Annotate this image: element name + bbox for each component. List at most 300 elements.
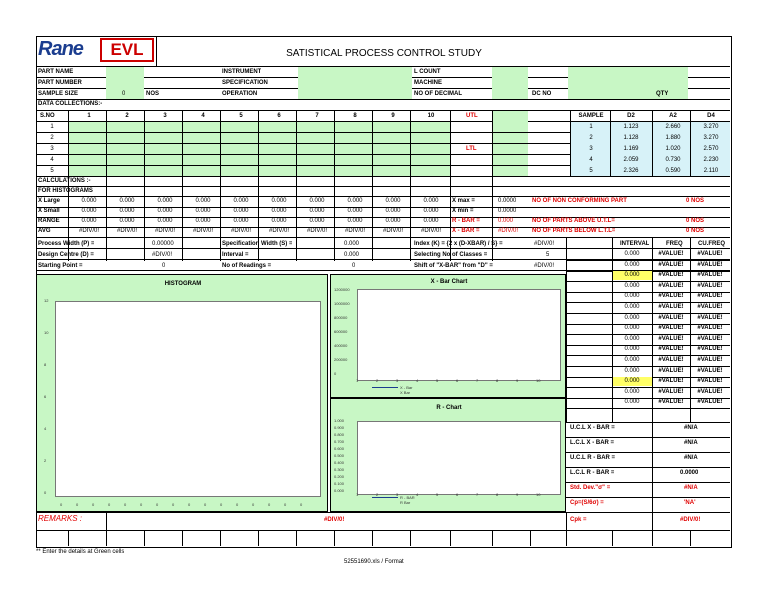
histogram-x-tick: 0 [268, 502, 271, 507]
index-value: #DIV/0! [534, 241, 555, 247]
freq-interval: 0.000 [624, 399, 640, 406]
calc-row-line [36, 237, 730, 238]
calc-value: 0.000 [423, 208, 439, 214]
cpk-value: #DIV/0! [680, 517, 701, 523]
bottom-col-line [612, 530, 613, 546]
calc-part-label: NO OF PARTS BELOW L.T.L= [532, 228, 616, 234]
calc-part-value: 0 NOS [686, 218, 705, 224]
ltl-label: LTL [466, 146, 477, 152]
histogram-x-tick: 0 [156, 502, 159, 507]
freq-interval: 0.000 [624, 357, 640, 363]
bottom-col-line [106, 530, 107, 546]
cu-freq-value: #VALUE! [697, 388, 723, 395]
starting-label: Starting Point = [38, 263, 83, 269]
bottom-col-line [296, 530, 297, 546]
row-line [36, 165, 570, 166]
histogram-y-tick: 2 [44, 458, 47, 463]
r-legend: R Bar [400, 500, 411, 505]
data-row-number: 1 [50, 124, 54, 130]
xbar-x-tick: 5 [436, 378, 439, 383]
calc-value: 0.000 [81, 218, 97, 224]
sample-table-cell: 1.123 [623, 124, 639, 130]
lcl-x-value: #N/A [684, 440, 698, 446]
freq-col-line [612, 237, 613, 422]
r-x-tick: 3 [396, 492, 399, 497]
part-number-label: PART NUMBER [38, 80, 82, 86]
calc-right-value: #DIV/0! [498, 228, 519, 234]
r-y-tick: 0.500 [334, 453, 345, 458]
r-x-tick: 2 [376, 492, 379, 497]
shift-value: #DIV/0! [534, 263, 555, 269]
r-x-tick: 8 [496, 492, 499, 497]
sample-table-header: D2 [627, 113, 635, 119]
histogram-y-tick: 6 [44, 394, 47, 399]
xbar-x-tick: 8 [496, 378, 499, 383]
r-y-tick: 1.000 [334, 418, 345, 423]
calc-value: #DIV/0! [306, 228, 327, 234]
sample-table-header: A2 [669, 113, 677, 119]
freq-value: #VALUE! [658, 293, 684, 300]
calc-right-value: 0.000 [498, 218, 514, 224]
xbar-x-tick: 9 [516, 378, 519, 383]
r-y-tick: 0.000 [334, 488, 345, 493]
data-col-header: 6 [277, 113, 281, 119]
calc-value: 0.000 [385, 198, 401, 204]
calc-value: #DIV/0! [268, 228, 289, 234]
calc-value: #DIV/0! [344, 228, 365, 234]
xbar-x-tick: 3 [396, 378, 399, 383]
row-line [36, 154, 570, 155]
freq-interval: 0.000 [624, 282, 640, 289]
r-x-tick: 1 [356, 492, 359, 497]
data-row-number: 2 [50, 135, 54, 141]
design-centre-value: #DIV/0! [152, 252, 173, 258]
data-collections-label: DATA COLLECTIONS:- [38, 101, 103, 107]
freq-interval: 0.000 [624, 325, 640, 332]
index-label: Index (K) = {2 x (D-XBAR) / S} = [414, 241, 503, 247]
remarks-divider [106, 512, 107, 530]
freq-value: #VALUE! [658, 304, 684, 310]
sample-table-cell: 2.059 [623, 157, 639, 163]
freq-col-line [566, 237, 567, 422]
calc-part-label: NO OF PARTS ABOVE U.T.L= [532, 218, 615, 224]
sample-table-cell: 1.020 [665, 146, 681, 152]
r-y-tick: 0.800 [334, 432, 345, 437]
calc-part-value: 0 NOS [686, 198, 705, 204]
calc-value: 0.000 [309, 218, 325, 224]
limits-divider [652, 422, 653, 512]
xbar-y-tick: 400000 [334, 343, 348, 348]
calc-value: 0.000 [385, 208, 401, 214]
calc-value: 0.000 [157, 198, 173, 204]
histogram-x-tick: 0 [172, 502, 175, 507]
std-dev-value: #N/A [684, 485, 698, 491]
cu-freq-value: #VALUE! [697, 272, 723, 279]
cu-freq-value: #VALUE! [697, 378, 723, 385]
calc-value: 0.000 [271, 198, 287, 204]
sample-table-cell: 2.230 [703, 157, 719, 163]
freq-value: #VALUE! [658, 335, 684, 342]
std-dev-label: Std. Dev."σ" = [570, 485, 611, 491]
freq-interval: 0.000 [612, 377, 652, 386]
histogram-x-tick: 0 [204, 502, 207, 507]
freq-value: #VALUE! [658, 251, 684, 257]
xbar-y-tick: 0 [334, 371, 337, 376]
freq-value: #VALUE! [658, 314, 684, 321]
histogram-title: HISTOGRAM [164, 281, 202, 287]
interval-value: 0.000 [344, 252, 360, 258]
calc-value: 0.000 [233, 218, 249, 224]
cpk-divider [652, 512, 653, 530]
freq-value: #VALUE! [658, 367, 684, 374]
calc-row-label: X Large [38, 198, 61, 204]
cp-label: Cp=(S/6σ) = [570, 500, 604, 506]
bottom-col-line [68, 530, 69, 546]
sample-table-cell: 1.128 [623, 135, 639, 141]
bottom-col-line [372, 530, 373, 546]
design-centre-label: Design Centre (D) = [38, 252, 94, 258]
r-y-tick: 0.700 [334, 439, 345, 444]
bottom-col-line [258, 530, 259, 546]
bottom-col-line [690, 530, 691, 546]
r-y-tick: 0.200 [334, 474, 345, 479]
calc-value: 0.000 [119, 198, 135, 204]
page-title: SATISTICAL PROCESS CONTROL STUDY [286, 48, 482, 59]
part-name-label: PART NAME [38, 69, 74, 75]
calc-value: 0.000 [157, 218, 173, 224]
r-title: R - Chart [436, 405, 462, 411]
calc-row-label: AVG [38, 228, 51, 234]
specification-label: SPECIFICATION [222, 80, 268, 86]
sample-table-cell: 3.270 [703, 124, 719, 130]
calc-right-label: R - BAR = [452, 218, 480, 224]
instrument-label: INSTRUMENT [222, 69, 262, 75]
freq-col-line [690, 237, 691, 422]
ucl-r-label: U.C.L R - BAR = [570, 455, 616, 461]
data-row-number: 3 [50, 146, 54, 152]
sample-size-label: SAMPLE SIZE [38, 91, 79, 97]
histogram-y-tick: 0 [44, 490, 47, 495]
data-col-header: 9 [391, 113, 395, 119]
calc-value: 0.000 [423, 198, 439, 204]
freq-value: #VALUE! [658, 378, 684, 385]
calc-part-label: NO OF NON CONFORMING PART [532, 198, 627, 204]
sample-col-line [690, 111, 691, 176]
calc-right-label: X min = [452, 208, 474, 214]
freq-interval: 0.000 [624, 304, 640, 310]
bottom-col-line [334, 530, 335, 546]
cu-freq-header: CU.FREQ [698, 241, 725, 247]
xbar-y-tick: 200000 [334, 357, 348, 362]
sample-table-cell: 1.880 [665, 135, 681, 141]
bottom-col-line [450, 530, 451, 546]
histogram-x-tick: 0 [284, 502, 287, 507]
sample-table-header: D4 [707, 113, 715, 119]
r-y-tick: 0.300 [334, 467, 345, 472]
data-col-header: 1 [87, 113, 91, 119]
spec-width-label: Specification Width (S) = [222, 241, 293, 247]
histogram-x-tick: 0 [300, 502, 303, 507]
interval-label: Interval = [222, 252, 249, 258]
bottom-col-line [182, 530, 183, 546]
cu-freq-value: #VALUE! [697, 367, 723, 374]
freq-interval: 0.000 [612, 271, 652, 280]
cp-value: 'NA' [684, 500, 696, 506]
xbar-y-tick: 1200000 [334, 287, 350, 292]
r-y-tick: 0.400 [334, 460, 345, 465]
xbar-legend: X Bar [400, 390, 411, 395]
shift-label: Shift of "X-BAR" from "D" = [414, 263, 493, 269]
xbar-line [372, 387, 398, 388]
sno-header: S.NO [40, 113, 55, 119]
r-legend: R - BAR [400, 495, 415, 500]
histogram-x-tick: 0 [92, 502, 95, 507]
cu-freq-value: #VALUE! [697, 357, 723, 363]
histogram-y-tick: 12 [44, 298, 49, 303]
sample-table-cell: 1 [589, 124, 593, 130]
calc-value: 0.000 [271, 208, 287, 214]
calc-value: #DIV/0! [78, 228, 99, 234]
xbar-x-tick: 10 [536, 378, 541, 383]
histogram-y-tick: 10 [44, 330, 49, 335]
xbar-y-tick: 1000000 [334, 301, 350, 306]
histogram-x-tick: 0 [60, 502, 63, 507]
sample-table-cell: 1.169 [623, 146, 639, 152]
calc-value: #DIV/0! [116, 228, 137, 234]
dc-no-label: DC NO [532, 91, 552, 97]
data-col-header: 2 [125, 113, 129, 119]
r-y-tick: 0.100 [334, 481, 345, 486]
row-line [36, 132, 570, 133]
sample-table-cell: 2.110 [703, 168, 719, 174]
cu-freq-value: #VALUE! [697, 293, 723, 300]
utl-label: UTL [466, 113, 478, 119]
sample-col-line [610, 111, 611, 176]
calc-value: 0.000 [195, 218, 211, 224]
cu-freq-value: #VALUE! [697, 346, 723, 353]
histogram-x-tick: 0 [108, 502, 111, 507]
freq-value: #VALUE! [658, 357, 684, 363]
calc-part-value: 0 NOS [686, 228, 705, 234]
xbar-legend: X - Bar [400, 385, 413, 390]
calc-right-label: X max = [452, 198, 475, 204]
for-histograms-label: FOR HISTOGRAMS [38, 188, 93, 194]
cu-freq-value: #VALUE! [697, 399, 723, 406]
calc-value: #DIV/0! [230, 228, 251, 234]
freq-value: #VALUE! [658, 399, 684, 406]
xbar-x-tick: 4 [416, 378, 419, 383]
sample-table-cell: 2 [589, 135, 593, 141]
freq-interval: 0.000 [624, 367, 640, 374]
freq-value: #VALUE! [658, 388, 684, 395]
cu-freq-value: #VALUE! [697, 304, 723, 310]
r-x-tick: 10 [536, 492, 541, 497]
calc-value: 0.000 [271, 218, 287, 224]
remarks-label: REMARKS : [38, 514, 83, 523]
cu-freq-value: #VALUE! [697, 261, 723, 268]
data-col-header: 10 [427, 113, 435, 119]
ucl-x-value: #N/A [684, 425, 698, 431]
sample-table-cell: 2.660 [665, 124, 681, 130]
freq-value: #VALUE! [658, 282, 684, 289]
decimal-label: NO OF DECIMAL [414, 91, 462, 97]
calc-value: 0.000 [423, 218, 439, 224]
bottom-col-line [530, 530, 531, 546]
data-col-header: 8 [353, 113, 357, 119]
l-count-label: L COUNT [414, 69, 441, 75]
freq-value: #VALUE! [658, 261, 684, 268]
sample-table-cell: 4 [589, 157, 593, 163]
spec-width-value: 0.000 [344, 241, 360, 247]
calc-right-value: 0.0000 [498, 208, 517, 214]
interval-header: INTERVAL [620, 241, 650, 247]
process-width-value: 0.00000 [152, 241, 174, 247]
freq-interval: 0.000 [624, 346, 640, 353]
starting-value: 0 [162, 263, 166, 269]
calc-value: 0.000 [195, 198, 211, 204]
r-x-tick: 9 [516, 492, 519, 497]
remarks-value: #DIV/0! [324, 517, 345, 523]
calc-row-label: X Small [38, 208, 60, 214]
r-x-tick: 7 [476, 492, 479, 497]
histogram-x-tick: 0 [140, 502, 143, 507]
bottom-col-line [492, 530, 493, 546]
sample-table-header: SAMPLE [578, 113, 604, 119]
calc-value: 0.000 [233, 208, 249, 214]
data-col-header: 5 [239, 113, 243, 119]
r-y-tick: 0.900 [334, 425, 345, 430]
xbar-x-tick: 6 [456, 378, 459, 383]
freq-interval: 0.000 [624, 261, 640, 268]
classes-label: Selecting No of Classes = [414, 252, 488, 258]
sample-table-cell: 3 [589, 146, 593, 152]
calc-right-value: 0.0000 [498, 198, 517, 204]
histogram-x-tick: 0 [76, 502, 79, 507]
row-line [36, 143, 570, 144]
calc-value: 0.000 [119, 218, 135, 224]
freq-col-line [652, 237, 653, 422]
lcl-r-value: 0.0000 [680, 470, 699, 476]
cu-freq-value: #VALUE! [697, 335, 723, 342]
evl-logo: EVL [100, 38, 154, 62]
footer-note: ** Enter the details at Green cells [36, 549, 125, 555]
footer-file: 52551690.xls / Format [344, 559, 404, 565]
cu-freq-value: #VALUE! [697, 282, 723, 289]
sample-table-cell: 0.730 [665, 157, 681, 163]
cu-freq-value: #VALUE! [697, 325, 723, 332]
calc-value: 0.000 [81, 198, 97, 204]
qty-label: QTY [656, 91, 669, 97]
calc-value: 0.000 [81, 208, 97, 214]
freq-header: FREQ [666, 241, 683, 247]
process-width-label: Process Width (P) = [38, 241, 95, 247]
data-col-header: 4 [201, 113, 205, 119]
calc-value: 0.000 [119, 208, 135, 214]
xbar-y-tick: 600000 [334, 329, 348, 334]
calc-value: 0.000 [309, 208, 325, 214]
machine-label: MACHINE [414, 80, 442, 86]
sample-table-cell: 3.270 [703, 135, 719, 141]
data-row-number: 4 [50, 157, 54, 163]
readings-value: 0 [352, 263, 356, 269]
xbar-x-tick: 7 [476, 378, 479, 383]
calc-value: 0.000 [385, 218, 401, 224]
r-y-tick: 0.600 [334, 446, 345, 451]
calc-value: #DIV/0! [154, 228, 175, 234]
histogram-x-tick: 0 [220, 502, 223, 507]
cu-freq-value: #VALUE! [697, 314, 723, 321]
calc-value: 0.000 [233, 198, 249, 204]
readings-label: No of Readings = [222, 263, 272, 269]
calculations-label: CALCULATIONS :- [38, 178, 91, 184]
cu-freq-value: #VALUE! [697, 251, 723, 257]
calc-value: 0.000 [195, 208, 211, 214]
freq-interval: 0.000 [624, 335, 640, 342]
cpk-label: Cpk = [570, 517, 587, 523]
histogram-x-tick: 0 [124, 502, 127, 507]
sample-table-cell: 0.590 [665, 168, 681, 174]
histogram-x-tick: 0 [188, 502, 191, 507]
sample-col-line [570, 111, 571, 176]
sample-table-cell: 2.570 [703, 146, 719, 152]
data-col-header: 3 [163, 113, 167, 119]
freq-interval: 0.000 [624, 314, 640, 321]
histogram-y-tick: 4 [44, 426, 47, 431]
freq-interval: 0.000 [624, 251, 640, 257]
r-x-tick: 5 [436, 492, 439, 497]
ucl-x-label: U.C.L X - BAR = [570, 425, 615, 431]
sample-table-cell: 2.326 [623, 168, 639, 174]
lcl-x-label: L.C.L X - BAR = [570, 440, 615, 446]
xbar-chart [330, 274, 566, 398]
xbar-x-tick: 1 [356, 378, 359, 383]
calc-value: #DIV/0! [192, 228, 213, 234]
xbar-x-tick: 2 [376, 378, 379, 383]
freq-line [566, 408, 730, 409]
histogram-y-tick: 8 [44, 362, 47, 367]
calc-value: 0.000 [347, 218, 363, 224]
calc-value: 0.000 [157, 208, 173, 214]
bottom-col-line [566, 530, 567, 546]
bottom-col-line [220, 530, 221, 546]
classes-value: 5 [546, 252, 550, 258]
freq-interval: 0.000 [624, 293, 640, 300]
calc-value: 0.000 [347, 208, 363, 214]
sample-col-line [652, 111, 653, 176]
calc-value: #DIV/0! [420, 228, 441, 234]
ucl-r-value: #N/A [684, 455, 698, 461]
bottom-col-line [144, 530, 145, 546]
nos-label: NOS [146, 91, 160, 97]
r-chart [330, 398, 566, 512]
freq-value: #VALUE! [658, 272, 684, 279]
histogram-chart [36, 274, 328, 512]
sample-table-cell: 5 [589, 168, 593, 174]
xbar-title: X - Bar Chart [430, 279, 468, 285]
calc-row-label: RANGE [38, 218, 60, 224]
calc-value: 0.000 [347, 198, 363, 204]
r-x-tick: 6 [456, 492, 459, 497]
data-row-number: 5 [50, 168, 54, 174]
freq-value: #VALUE! [658, 325, 684, 332]
freq-value: #VALUE! [658, 346, 684, 353]
lcl-r-label: L.C.L R - BAR = [570, 470, 615, 476]
cpk-divider [566, 512, 567, 530]
r-line [372, 497, 398, 498]
sample-size-value: 0 [122, 91, 126, 97]
freq-interval: 0.000 [624, 388, 640, 395]
operation-label: OPERATION [222, 91, 258, 97]
